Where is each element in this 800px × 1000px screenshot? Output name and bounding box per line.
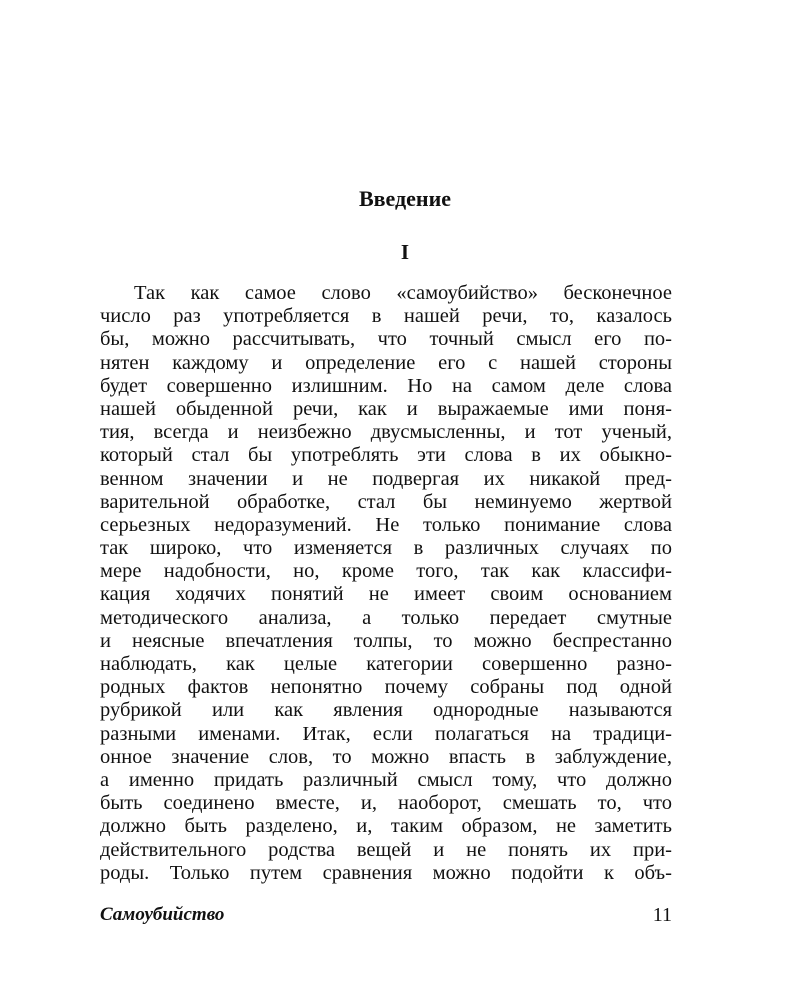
text-line: родных фактов непонятно почему собраны под одной bbox=[100, 676, 672, 699]
text-line: число раз употребляется в нашей речи, то, казалось bbox=[100, 305, 672, 328]
text-line: онное значение слов, то можно впасть в заблуждение, bbox=[100, 745, 672, 768]
body-paragraph bbox=[100, 282, 672, 885]
text-line: серьезных недоразумений. Не только понимание слова bbox=[100, 513, 672, 536]
text-line: и неясные впечатления толпы, то можно беспрестанно bbox=[100, 629, 672, 652]
text-line: должно быть разделено, и, таким образом, не заметить bbox=[100, 815, 672, 838]
running-title: Самоубийство bbox=[100, 904, 225, 925]
text-line: нашей обыденной речи, как и выражаемые ими поня- bbox=[100, 397, 672, 420]
text-line: кация ходячих понятий не имеет своим основанием bbox=[100, 583, 672, 606]
text-line: который стал бы употреблять эти слова в их обыкно- bbox=[100, 444, 672, 467]
text-line: действительного родства вещей и не понять их при- bbox=[100, 838, 672, 861]
text-line: быть соединено вместе, и, наоборот, смешать то, что bbox=[100, 792, 672, 815]
text-line: варительной обработке, стал бы неминуемо жертвой bbox=[100, 490, 672, 513]
text-line: Так как самое слово «самоубийство» бесконечное bbox=[134, 282, 672, 304]
text-line: тия, всегда и неизбежно двусмысленны, и тот ученый, bbox=[100, 421, 672, 444]
text-line: так широко, что изменяется в различных случаях по bbox=[100, 537, 672, 560]
page-number: 11 bbox=[652, 904, 672, 926]
text-line: мере надобности, но, кроме того, так как классифи- bbox=[100, 560, 672, 583]
text-line: разными именами. Итак, если полагаться на традици- bbox=[100, 722, 672, 745]
text-line: рубрикой или как явления однородные называются bbox=[100, 699, 672, 722]
text-line: венном значении и не подвергая их никакой пред- bbox=[100, 467, 672, 490]
text-line: бы, можно рассчитывать, что точный смысл его по- bbox=[100, 328, 672, 351]
text-line: нятен каждому и определение его с нашей стороны bbox=[100, 351, 672, 374]
chapter-title: Введение bbox=[358, 186, 452, 211]
section-number: I bbox=[400, 240, 410, 264]
text-line: а именно придать различный смысл тому, что должно bbox=[100, 768, 672, 791]
text-line: методического анализа, а только передает смутные bbox=[100, 606, 672, 629]
text-line: наблюдать, как целые категории совершенно разно- bbox=[100, 653, 672, 675]
text-line: будет совершенно излишним. Но на самом деле слова bbox=[100, 374, 672, 397]
text-line: роды. Только путем сравнения можно подойти к объ- bbox=[100, 861, 672, 884]
